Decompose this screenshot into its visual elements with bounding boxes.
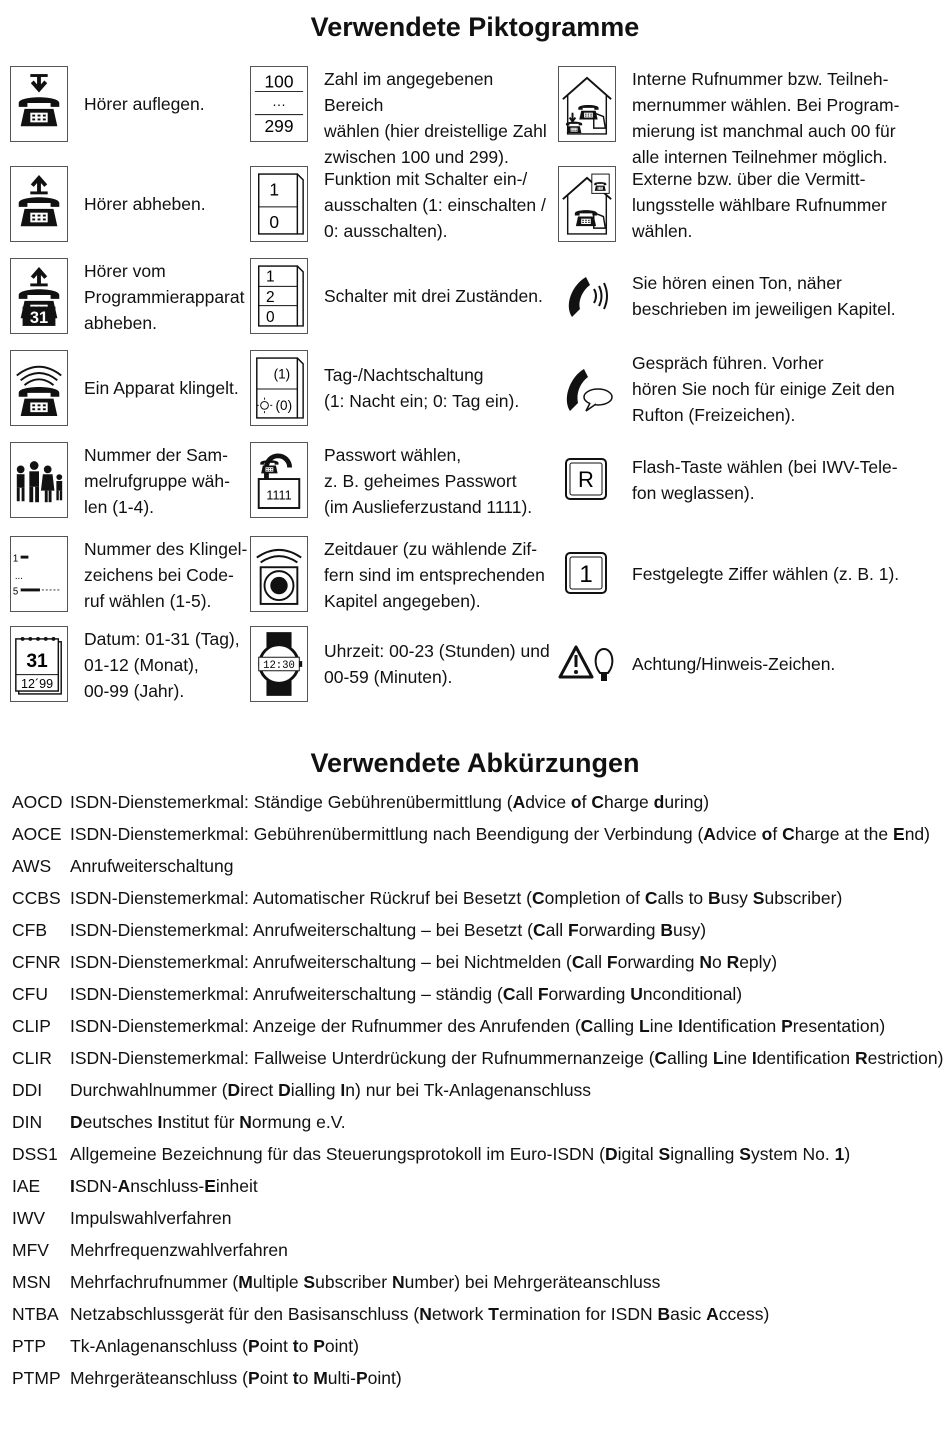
pictogram-entry — [558, 442, 938, 522]
phone-badge-label: 31 — [29, 309, 49, 328]
pictogram-description: Funktion mit Schalter ein-/ ausschalten (1: einschalten / 0: ausschalten). — [324, 169, 546, 241]
calendar-month-label: 12´99 — [21, 677, 54, 692]
abbreviation-key: AWS — [12, 856, 52, 876]
abbreviation-definition: Allgemeine Bezeichnung für das Steuerungsprotokoll im Euro-ISDN (Digital Signalling System No. 1) — [70, 1144, 851, 1164]
abbreviation-key: PTMP — [12, 1368, 61, 1388]
digit-key-label: 1 — [579, 561, 593, 588]
pictogram-description: Hörer auflegen. — [84, 94, 205, 114]
pictogram-description: Schalter mit drei Zuständen. — [324, 286, 543, 306]
pictogram-description: Hörer abheben. — [84, 194, 206, 214]
pictogram-description: Gespräch führen. Vorher hören Sie noch für einige Zeit den Rufton (Freizeichen). — [632, 353, 895, 425]
abbreviation-key: IAE — [12, 1176, 41, 1196]
pictogram-entry — [250, 442, 550, 522]
pictogram-description: Passwort wählen, z. B. geheimes Passwort (im Auslieferzustand 1111). — [324, 445, 533, 517]
pictogram-entry — [250, 166, 550, 246]
calendar-day-label: 31 — [26, 650, 48, 672]
abbreviation-definition: ISDN-Anschluss-Einheit — [70, 1176, 258, 1196]
abbreviation-key: AOCD — [12, 792, 63, 812]
pictogram-entry — [558, 66, 938, 167]
pictogram-description: Festgelegte Ziffer wählen (z. B. 1). — [632, 564, 900, 584]
pictogram-description: Zeitdauer (zu wählende Zif- fern sind im entsprechenden Kapitel angegeben). — [324, 539, 545, 611]
warning-hint-icon — [558, 626, 616, 702]
day-night-switch-icon — [250, 350, 308, 426]
abbreviation-definition: ISDN-Dienstemerkmal: Anrufweiterschaltung – bei Besetzt (Call Forwarding Busy) — [70, 920, 707, 940]
flash-key-icon — [558, 442, 616, 518]
external-number-house-icon — [558, 166, 616, 242]
tone-icon — [558, 258, 616, 334]
day-label: (0) — [275, 398, 293, 414]
pictogram-description: Ein Apparat klingelt. — [84, 378, 239, 398]
abbreviation-key: CLIP — [12, 1016, 51, 1036]
pictogram-entry — [558, 350, 938, 430]
group-icon — [10, 442, 68, 518]
clock-time-label: 12:30 — [263, 659, 295, 672]
switch3-a-label: 1 — [266, 268, 275, 286]
pictogram-description: Flash-Taste wählen (bei IWV-Tele- fon weglassen). — [632, 457, 898, 503]
pictogram-entry — [250, 66, 550, 167]
three-state-switch-icon — [250, 258, 308, 334]
abbreviation-key: DDI — [12, 1080, 43, 1100]
conversation-icon — [558, 350, 616, 426]
abbreviation-definition: Anrufweiterschaltung — [70, 856, 234, 876]
programming-handset-icon — [10, 258, 68, 334]
abbreviation-key: IWV — [12, 1208, 46, 1228]
pictogram-description: Nummer des Klingel- zeichens bei Code- ruf wählen (1-5). — [84, 539, 248, 611]
switch-on-label: 1 — [269, 179, 280, 200]
abbreviation-key: DSS1 — [12, 1144, 58, 1164]
abbreviation-definition: ISDN-Dienstemerkmal: Automatischer Rückruf bei Besetzt (Completion of Calls to Busy Subscriber) — [70, 888, 843, 908]
pictogram-description: Hörer vom Programmierapparat abheben. — [84, 261, 245, 333]
pictogram-entry — [250, 258, 550, 338]
pictogram-entry — [250, 350, 550, 430]
internal-number-house-icon — [558, 66, 616, 142]
switch3-c-label: 0 — [266, 309, 275, 327]
abbreviation-definition: Mehrfrequenzwahlverfahren — [70, 1240, 288, 1260]
ring-code-dots-label: ... — [14, 570, 23, 582]
pictogram-description: Achtung/Hinweis-Zeichen. — [632, 654, 836, 674]
pictogram-entry — [558, 536, 938, 616]
pictogram-description: Zahl im angegebenen Bereich wählen (hier dreistellige Zahl zwischen 100 und 299). — [324, 69, 547, 167]
phone-ringing-icon — [10, 350, 68, 426]
pictogram-entry — [558, 626, 938, 706]
abbreviation-key: MFV — [12, 1240, 49, 1260]
night-label: (1) — [273, 366, 291, 382]
abbreviation-definition: Impulswahlverfahren — [70, 1208, 232, 1228]
timer-icon — [250, 536, 308, 612]
pictogram-description: Externe bzw. über die Vermitt- lungsstelle wählbare Rufnummer wählen. — [632, 169, 887, 241]
pictograms-title: Verwendete Piktogramme — [310, 12, 640, 42]
ring-code-b-label: 5 — [12, 586, 19, 598]
abbreviation-definition: ISDN-Dienstemerkmal: Gebührenübermittlung nach Beendigung der Verbindung (Advice of Charge at the End) — [70, 824, 930, 844]
pictogram-description: Uhrzeit: 00-23 (Stunden) und 00-59 (Minuten). — [324, 641, 550, 687]
pictogram-entry — [558, 258, 938, 338]
ring-code-icon — [10, 536, 68, 612]
password-code-label: 1111 — [266, 488, 292, 503]
pictogram-description: Sie hören einen Ton, näher beschrieben im jeweiligen Kapitel. — [632, 273, 896, 319]
clock-icon — [250, 626, 308, 702]
abbreviation-definition: ISDN-Dienstemerkmal: Anrufweiterschaltung – bei Nichtmelden (Call Forwarding No Reply) — [70, 952, 778, 972]
pictogram-description: Interne Rufnummer bzw. Teilneh- mernummer wählen. Bei Program- mierung ist manchmal auch 00 für alle internen Teilnehmer möglich. — [632, 69, 900, 167]
handset-down-icon — [10, 66, 68, 142]
abbreviation-definition: Mehrgeräteanschluss (Point to Multi-Point) — [70, 1368, 402, 1388]
two-state-switch-icon — [250, 166, 308, 242]
abbreviation-definition: ISDN-Dienstemerkmal: Anrufweiterschaltung – ständig (Call Forwarding Unconditional) — [70, 984, 743, 1004]
abbreviation-key: CCBS — [12, 888, 61, 908]
password-lock-icon — [250, 442, 308, 518]
abbreviation-definition: Durchwahlnummer (Direct Dialling In) nur bei Tk-Anlagenanschluss — [70, 1080, 592, 1100]
abbreviation-key: DIN — [12, 1112, 43, 1132]
handset-up-icon — [10, 166, 68, 242]
abbreviation-key: CFB — [12, 920, 47, 940]
abbreviation-key: CFNR — [12, 952, 61, 972]
calendar-icon — [10, 626, 68, 702]
pictogram-description: Nummer der Sam- melrufgruppe wäh- len (1-4). — [84, 445, 230, 517]
abbreviation-key: AOCE — [12, 824, 62, 844]
pictogram-entry — [250, 626, 550, 706]
abbreviation-definition: Tk-Anlagenanschluss (Point to Point) — [70, 1336, 359, 1356]
abbreviation-key: MSN — [12, 1272, 51, 1292]
pictogram-entry — [250, 536, 550, 616]
abbreviation-key: CFU — [12, 984, 48, 1004]
abbreviation-definition: Mehrfachrufnummer (Multiple Subscriber Number) bei Mehrgeräteanschluss — [70, 1272, 661, 1292]
ring-code-a-label: 1 — [12, 553, 19, 565]
abbreviation-definition: Deutsches Institut für Normung e.V. — [70, 1112, 346, 1132]
abbreviations-title: Verwendete Abkürzungen — [310, 748, 640, 778]
abbreviation-definition: Netzabschlussgerät für den Basisanschluss (Network Termination for ISDN Basic Access) — [70, 1304, 770, 1324]
range-top-label: 100 — [264, 71, 294, 92]
pictogram-entry — [558, 166, 938, 246]
range-mid-label: ··· — [272, 96, 286, 112]
abbreviation-definition: ISDN-Dienstemerkmal: Ständige Gebührenübermittlung (Advice of Charge during) — [70, 792, 710, 812]
digit-key-icon — [558, 536, 616, 612]
abbreviation-key: PTP — [12, 1336, 47, 1356]
abbreviation-definition: ISDN-Dienstemerkmal: Anzeige der Rufnummer des Anrufenden (Calling Line Identification Presentation) — [70, 1016, 886, 1036]
flash-key-label: R — [578, 467, 594, 492]
abbreviation-definition: ISDN-Dienstemerkmal: Fallweise Unterdrückung der Rufnummernanzeige (Calling Line Identification Restriction) — [70, 1048, 944, 1068]
number-range-icon — [250, 66, 308, 142]
abbreviation-key: CLIR — [12, 1048, 52, 1068]
abbreviation-key: NTBA — [12, 1304, 59, 1324]
pictogram-description: Tag-/Nachtschaltung (1: Nacht ein; 0: Tag ein). — [324, 365, 520, 411]
switch3-b-label: 2 — [266, 288, 275, 306]
range-bottom-label: 299 — [264, 116, 294, 136]
switch-off-label: 0 — [269, 212, 280, 233]
pictogram-description: Datum: 01-31 (Tag), 01-12 (Monat), 00-99 (Jahr). — [84, 629, 240, 701]
